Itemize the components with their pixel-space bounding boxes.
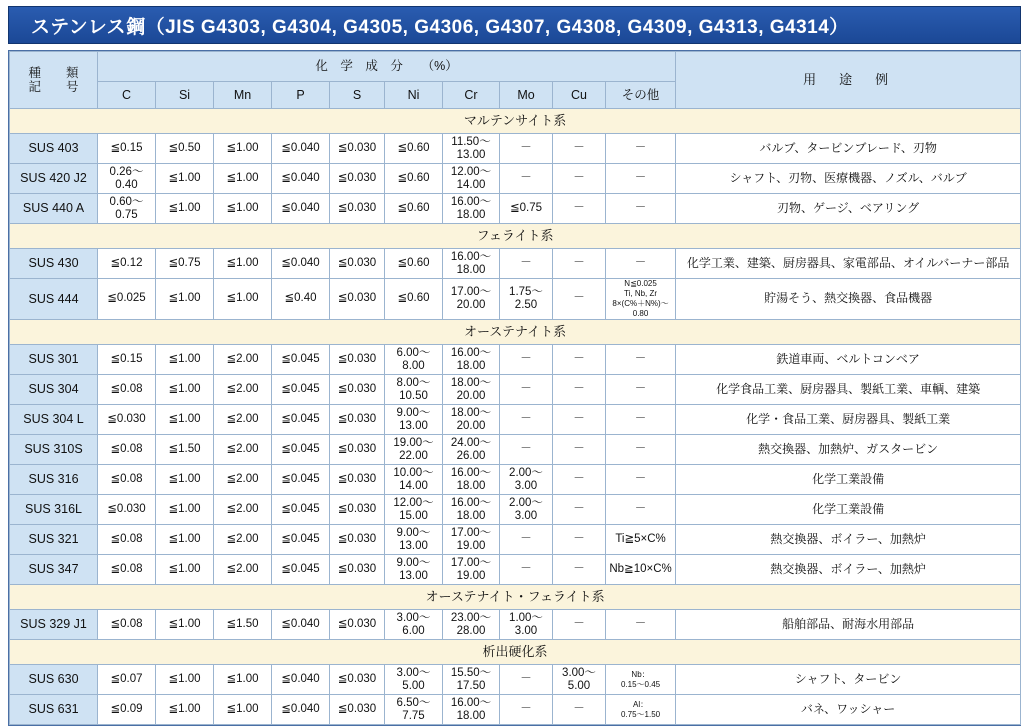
group-row: [10, 320, 1021, 345]
header-element-mo: Mo: [500, 82, 553, 109]
cell-cu: －: [553, 194, 606, 224]
header-kind-line1: 種 類: [28, 65, 79, 80]
cell-p: ≦0.40: [272, 279, 330, 320]
cell-mo: －: [500, 375, 553, 405]
table-row: [10, 435, 1021, 465]
cell-cu: －: [553, 164, 606, 194]
cell-usage: バルブ、タービンブレード、刃物: [676, 134, 1021, 164]
cell-mn: ≦1.00: [214, 279, 272, 320]
cell-kind: SUS 631: [10, 695, 98, 725]
cell-cu: －: [553, 345, 606, 375]
cell-c: ≦0.15: [98, 345, 156, 375]
cell-mn: ≦1.00: [214, 695, 272, 725]
cell-kind: SUS 347: [10, 555, 98, 585]
cell-ni: 9.00～ 13.00: [385, 525, 443, 555]
header-element-c: C: [98, 82, 156, 109]
cell-ni: ≦0.60: [385, 134, 443, 164]
table-row: [10, 375, 1021, 405]
header-element-mn: Mn: [214, 82, 272, 109]
cell-mo: －: [500, 665, 553, 695]
group-row: [10, 109, 1021, 134]
cell-cu: －: [553, 279, 606, 320]
cell-ni: 12.00～ 15.00: [385, 495, 443, 525]
cell-p: ≦0.040: [272, 610, 330, 640]
cell-ni: 6.00～ 8.00: [385, 345, 443, 375]
cell-s: ≦0.030: [330, 665, 385, 695]
cell-si: ≦1.50: [156, 435, 214, 465]
cell-cr: 16.00～ 18.00: [443, 194, 500, 224]
cell-mo: －: [500, 164, 553, 194]
cell-c: ≦0.08: [98, 555, 156, 585]
cell-other: N≦0.025 Ti, Nb, Zr 8×(C%＋N%)～0.80: [606, 279, 676, 320]
cell-p: ≦0.040: [272, 194, 330, 224]
cell-si: ≦1.00: [156, 194, 214, 224]
cell-p: ≦0.040: [272, 249, 330, 279]
cell-cu: －: [553, 465, 606, 495]
cell-cr: 11.50～ 13.00: [443, 134, 500, 164]
cell-mo: －: [500, 345, 553, 375]
cell-mn: ≦1.00: [214, 164, 272, 194]
cell-usage: 熱交換器、加熱炉、ガスタービン: [676, 435, 1021, 465]
cell-mn: ≦2.00: [214, 375, 272, 405]
table-row: [10, 164, 1021, 194]
cell-mn: ≦2.00: [214, 435, 272, 465]
cell-ni: 6.50～ 7.75: [385, 695, 443, 725]
cell-cu: －: [553, 249, 606, 279]
cell-c: ≦0.09: [98, 695, 156, 725]
cell-mo: 1.75～ 2.50: [500, 279, 553, 320]
cell-p: ≦0.045: [272, 375, 330, 405]
table-header: [10, 52, 1021, 109]
cell-cr: 16.00～ 18.00: [443, 695, 500, 725]
cell-ni: ≦0.60: [385, 194, 443, 224]
cell-kind: SUS 329 J1: [10, 610, 98, 640]
cell-p: ≦0.040: [272, 665, 330, 695]
cell-usage: 船舶部品、耐海水用部品: [676, 610, 1021, 640]
cell-c: ≦0.08: [98, 465, 156, 495]
cell-cu: －: [553, 134, 606, 164]
cell-usage: 貯湯そう、熱交換器、食品機器: [676, 279, 1021, 320]
cell-c: ≦0.025: [98, 279, 156, 320]
cell-kind: SUS 316L: [10, 495, 98, 525]
table-row: [10, 405, 1021, 435]
group-row: [10, 640, 1021, 665]
cell-mo: －: [500, 525, 553, 555]
header-element-cu: Cu: [553, 82, 606, 109]
table-row: [10, 555, 1021, 585]
cell-mn: ≦2.00: [214, 405, 272, 435]
cell-mo: 1.00～ 3.00: [500, 610, 553, 640]
cell-usage: 化学・食品工業、厨房器具、製紙工業: [676, 405, 1021, 435]
cell-mn: ≦2.00: [214, 465, 272, 495]
cell-mn: ≦2.00: [214, 345, 272, 375]
header-element-other: その他: [606, 82, 676, 109]
header-kind: [10, 52, 98, 109]
cell-ni: ≦0.60: [385, 279, 443, 320]
cell-cr: 18.00～ 20.00: [443, 405, 500, 435]
cell-cu: －: [553, 375, 606, 405]
cell-c: ≦0.08: [98, 375, 156, 405]
cell-mn: ≦1.00: [214, 249, 272, 279]
table-row: [10, 249, 1021, 279]
cell-kind: SUS 316: [10, 465, 98, 495]
cell-usage: 化学工業設備: [676, 495, 1021, 525]
cell-c: ≦0.07: [98, 665, 156, 695]
header-element-si: Si: [156, 82, 214, 109]
header-element-ni: Ni: [385, 82, 443, 109]
cell-cr: 18.00～ 20.00: [443, 375, 500, 405]
cell-cr: 16.00～ 18.00: [443, 465, 500, 495]
cell-usage: 刃物、ゲージ、ベアリング: [676, 194, 1021, 224]
header-composition: 化 学 成 分 （%）: [98, 52, 676, 82]
cell-other: －: [606, 435, 676, 465]
table-row: [10, 134, 1021, 164]
table-row: [10, 495, 1021, 525]
group-row: [10, 585, 1021, 610]
group-label: 析出硬化系: [10, 640, 1021, 665]
cell-s: ≦0.030: [330, 375, 385, 405]
cell-s: ≦0.030: [330, 194, 385, 224]
cell-kind: SUS 304: [10, 375, 98, 405]
cell-ni: 10.00～ 14.00: [385, 465, 443, 495]
cell-si: ≦1.00: [156, 279, 214, 320]
cell-kind: SUS 304 L: [10, 405, 98, 435]
cell-cr: 17.00～ 20.00: [443, 279, 500, 320]
header-kind-line2: 記 号: [28, 80, 79, 94]
cell-si: ≦0.50: [156, 134, 214, 164]
cell-mn: ≦2.00: [214, 555, 272, 585]
cell-usage: シャフト、タービン: [676, 665, 1021, 695]
cell-other: －: [606, 345, 676, 375]
cell-s: ≦0.030: [330, 405, 385, 435]
cell-c: 0.60～ 0.75: [98, 194, 156, 224]
cell-other: Nb≧10×C%: [606, 555, 676, 585]
cell-s: ≦0.030: [330, 435, 385, 465]
cell-usage: 鉄道車両、ベルトコンベア: [676, 345, 1021, 375]
cell-cr: 16.00～ 18.00: [443, 345, 500, 375]
cell-s: ≦0.030: [330, 555, 385, 585]
cell-kind: SUS 310S: [10, 435, 98, 465]
cell-mn: ≦1.00: [214, 194, 272, 224]
cell-s: ≦0.030: [330, 610, 385, 640]
cell-p: ≦0.045: [272, 495, 330, 525]
cell-other: －: [606, 194, 676, 224]
cell-kind: SUS 403: [10, 134, 98, 164]
cell-usage: 熱交換器、ボイラー、加熱炉: [676, 525, 1021, 555]
header-element-p: P: [272, 82, 330, 109]
cell-ni: 3.00～ 6.00: [385, 610, 443, 640]
cell-usage: バネ、ワッシャー: [676, 695, 1021, 725]
cell-si: ≦1.00: [156, 695, 214, 725]
cell-si: ≦1.00: [156, 525, 214, 555]
stainless-steel-spec-table: [9, 51, 1021, 725]
cell-c: ≦0.08: [98, 610, 156, 640]
cell-si: ≦1.00: [156, 610, 214, 640]
cell-other: －: [606, 495, 676, 525]
table-row: [10, 194, 1021, 224]
cell-p: ≦0.040: [272, 695, 330, 725]
cell-usage: 化学工業設備: [676, 465, 1021, 495]
group-label: フェライト系: [10, 224, 1021, 249]
cell-ni: 9.00～ 13.00: [385, 405, 443, 435]
cell-s: ≦0.030: [330, 249, 385, 279]
table-row: [10, 525, 1021, 555]
cell-cu: 3.00～ 5.00: [553, 665, 606, 695]
cell-cr: 17.00～ 19.00: [443, 525, 500, 555]
cell-kind: SUS 630: [10, 665, 98, 695]
cell-mo: －: [500, 435, 553, 465]
cell-p: ≦0.045: [272, 555, 330, 585]
cell-ni: 19.00～ 22.00: [385, 435, 443, 465]
cell-other: －: [606, 164, 676, 194]
cell-other: Ti≧5×C%: [606, 525, 676, 555]
cell-usage: シャフト、刃物、医療機器、ノズル、バルブ: [676, 164, 1021, 194]
cell-s: ≦0.030: [330, 345, 385, 375]
cell-s: ≦0.030: [330, 134, 385, 164]
cell-c: ≦0.08: [98, 525, 156, 555]
cell-mo: －: [500, 555, 553, 585]
cell-mn: ≦1.00: [214, 665, 272, 695]
cell-ni: 8.00～ 10.50: [385, 375, 443, 405]
cell-s: ≦0.030: [330, 164, 385, 194]
cell-p: ≦0.045: [272, 435, 330, 465]
cell-cu: －: [553, 695, 606, 725]
cell-p: ≦0.045: [272, 405, 330, 435]
cell-mo: －: [500, 695, 553, 725]
cell-si: ≦1.00: [156, 665, 214, 695]
cell-kind: SUS 321: [10, 525, 98, 555]
group-row: [10, 224, 1021, 249]
cell-mo: －: [500, 249, 553, 279]
page-root: [0, 6, 1029, 722]
group-label: オーステナイト系: [10, 320, 1021, 345]
cell-s: ≦0.030: [330, 279, 385, 320]
table-row: [10, 279, 1021, 320]
cell-mo: 2.00～ 3.00: [500, 465, 553, 495]
cell-p: ≦0.045: [272, 345, 330, 375]
cell-other: －: [606, 375, 676, 405]
cell-si: ≦1.00: [156, 465, 214, 495]
cell-mn: ≦2.00: [214, 495, 272, 525]
table-row: [10, 465, 1021, 495]
cell-mo: 2.00～ 3.00: [500, 495, 553, 525]
table-row: [10, 665, 1021, 695]
cell-usage: 化学工業、建築、厨房器具、家電部品、オイルバーナー部品: [676, 249, 1021, 279]
cell-kind: SUS 430: [10, 249, 98, 279]
cell-kind: SUS 420 J2: [10, 164, 98, 194]
cell-si: ≦1.00: [156, 555, 214, 585]
cell-mo: ≦0.75: [500, 194, 553, 224]
cell-c: ≦0.030: [98, 495, 156, 525]
cell-p: ≦0.040: [272, 164, 330, 194]
header-usage: 用 途 例: [676, 52, 1021, 109]
cell-mn: ≦1.00: [214, 134, 272, 164]
cell-ni: ≦0.60: [385, 249, 443, 279]
cell-cu: －: [553, 435, 606, 465]
cell-cr: 15.50～ 17.50: [443, 665, 500, 695]
cell-cr: 17.00～ 19.00: [443, 555, 500, 585]
cell-si: ≦1.00: [156, 345, 214, 375]
table-row: [10, 695, 1021, 725]
cell-si: ≦1.00: [156, 495, 214, 525]
cell-other: －: [606, 405, 676, 435]
cell-kind: SUS 440 A: [10, 194, 98, 224]
cell-mn: ≦2.00: [214, 525, 272, 555]
cell-kind: SUS 301: [10, 345, 98, 375]
cell-p: ≦0.045: [272, 465, 330, 495]
cell-usage: 熱交換器、ボイラー、加熱炉: [676, 555, 1021, 585]
cell-other: －: [606, 610, 676, 640]
cell-other: －: [606, 249, 676, 279]
cell-cr: 24.00～ 26.00: [443, 435, 500, 465]
header-element-s: S: [330, 82, 385, 109]
cell-p: ≦0.040: [272, 134, 330, 164]
cell-usage: 化学食品工業、厨房器具、製紙工業、車輌、建築: [676, 375, 1021, 405]
cell-cr: 12.00～ 14.00: [443, 164, 500, 194]
cell-ni: 9.00～ 13.00: [385, 555, 443, 585]
table-row: [10, 345, 1021, 375]
spec-table-wrapper: [8, 50, 1021, 726]
cell-c: ≦0.15: [98, 134, 156, 164]
cell-s: ≦0.030: [330, 525, 385, 555]
cell-ni: 3.00～ 5.00: [385, 665, 443, 695]
cell-other: －: [606, 465, 676, 495]
cell-c: 0.26～ 0.40: [98, 164, 156, 194]
cell-other: Nb： 0.15～0.45: [606, 665, 676, 695]
cell-cu: －: [553, 525, 606, 555]
cell-ni: ≦0.60: [385, 164, 443, 194]
cell-cu: －: [553, 610, 606, 640]
cell-s: ≦0.030: [330, 465, 385, 495]
cell-si: ≦1.00: [156, 375, 214, 405]
table-body: [10, 109, 1021, 725]
cell-cu: －: [553, 555, 606, 585]
cell-c: ≦0.08: [98, 435, 156, 465]
cell-si: ≦0.75: [156, 249, 214, 279]
cell-mo: －: [500, 134, 553, 164]
cell-mo: －: [500, 405, 553, 435]
cell-other: －: [606, 134, 676, 164]
cell-cr: 16.00～ 18.00: [443, 249, 500, 279]
cell-mn: ≦1.50: [214, 610, 272, 640]
cell-p: ≦0.045: [272, 525, 330, 555]
cell-kind: SUS 444: [10, 279, 98, 320]
cell-si: ≦1.00: [156, 405, 214, 435]
cell-s: ≦0.030: [330, 695, 385, 725]
group-label: マルテンサイト系: [10, 109, 1021, 134]
cell-si: ≦1.00: [156, 164, 214, 194]
cell-c: ≦0.030: [98, 405, 156, 435]
cell-cu: －: [553, 495, 606, 525]
cell-cr: 16.00～ 18.00: [443, 495, 500, 525]
group-label: オーステナイト・フェライト系: [10, 585, 1021, 610]
cell-cr: 23.00～ 28.00: [443, 610, 500, 640]
cell-other: Al： 0.75～1.50: [606, 695, 676, 725]
cell-s: ≦0.030: [330, 495, 385, 525]
header-element-cr: Cr: [443, 82, 500, 109]
page-title-bar: [8, 6, 1021, 44]
cell-cu: －: [553, 405, 606, 435]
page-title: ステンレス鋼（JIS G4303, G4304, G4305, G4306, G4307, G4308, G4309, G4313, G4314）: [31, 16, 849, 38]
table-row: [10, 610, 1021, 640]
cell-c: ≦0.12: [98, 249, 156, 279]
